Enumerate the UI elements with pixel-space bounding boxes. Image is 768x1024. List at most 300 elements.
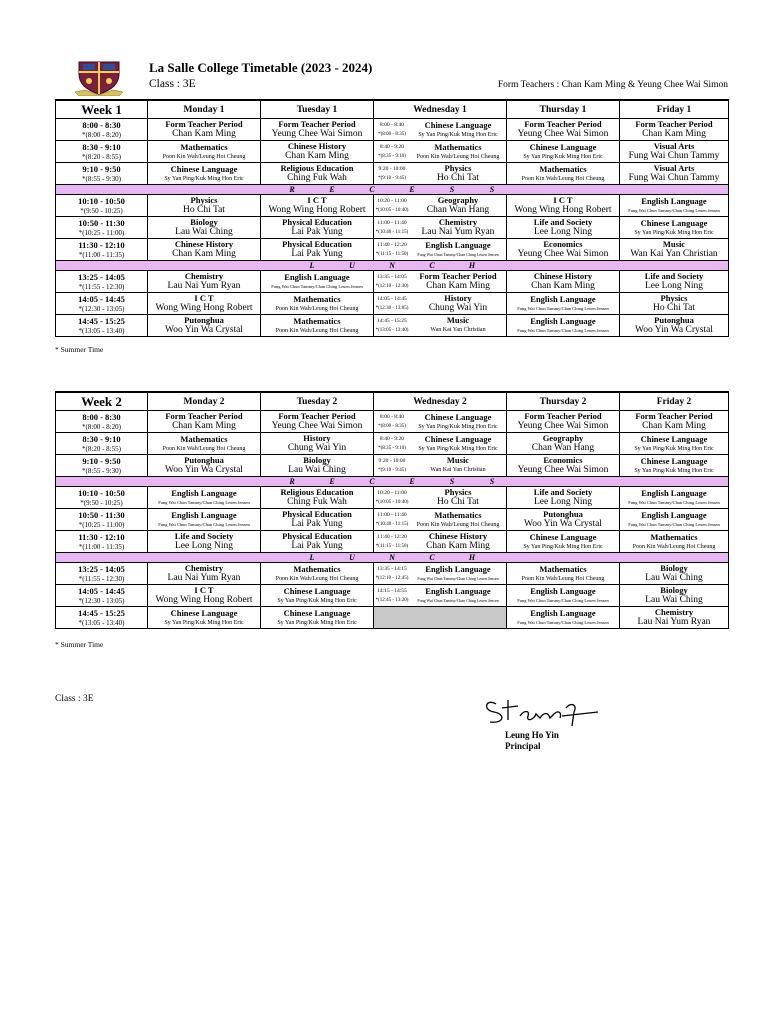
subject-name: English Language xyxy=(641,195,707,206)
recess-letter: S xyxy=(489,185,495,194)
day-header: Wednesday 2 xyxy=(374,392,507,411)
period-time-summer: *(12:30 - 13:05) xyxy=(78,596,125,605)
lesson-cell xyxy=(620,119,729,141)
subject-name: Life and Society xyxy=(533,217,593,227)
lesson-cell xyxy=(261,239,374,261)
wednesday-time-summer: *(12:30 - 13:05) xyxy=(375,305,409,311)
teacher-name: Sy Yan Ping/Kuk Ming Hon Eric xyxy=(418,131,498,138)
subject-name: English Language xyxy=(425,563,491,574)
lunch-letter: N xyxy=(389,553,395,562)
teacher-name: Chan Kam Ming xyxy=(426,541,490,551)
teacher-name: Sy Yan Ping/Kuk Ming Hon Eric xyxy=(277,597,357,604)
period-time xyxy=(56,585,148,607)
period-row xyxy=(56,433,729,455)
lesson-cell xyxy=(261,433,374,455)
teacher-name: Wan Kai Yan Christian xyxy=(430,467,486,473)
subject-name: Chinese Language xyxy=(640,455,708,466)
lesson-cell xyxy=(148,607,261,629)
period-time-summer: *(11:00 - 11:35) xyxy=(78,542,125,551)
wednesday-time-summer: *(13:05 - 13:40) xyxy=(375,327,409,333)
teacher-name: Wong Wing Hong Robert xyxy=(268,205,366,215)
class-label: Class : 3E xyxy=(149,78,196,90)
lesson-cell xyxy=(261,195,374,217)
period-row xyxy=(56,563,729,585)
teacher-name: Wong Wing Hong Robert xyxy=(155,595,253,605)
teacher-name: Chan Kam Ming xyxy=(531,281,595,291)
subject-name: English Language xyxy=(171,509,237,520)
lunch-letter: U xyxy=(349,261,355,270)
lesson-cell xyxy=(148,433,261,455)
lesson-cell xyxy=(374,487,507,509)
lesson-cell xyxy=(148,315,261,337)
lesson-cell xyxy=(261,531,374,553)
period-time-summer: *(11:55 - 12:30) xyxy=(78,282,125,291)
lesson-cell xyxy=(620,163,729,185)
class-label: Class : 3E xyxy=(55,694,94,704)
subject-name: Form Teacher Period xyxy=(278,411,356,421)
lesson-cell xyxy=(374,455,507,477)
teacher-name: Lau Nai Yum Ryan xyxy=(637,617,711,627)
teacher-name: Ching Fuk Wah xyxy=(287,497,347,507)
subject-name: Chinese History xyxy=(428,531,488,541)
period-row xyxy=(56,239,729,261)
wednesday-time-normal: 11:00 - 11:40 xyxy=(377,219,407,226)
wednesday-time-summer: *(12:45 - 13:20) xyxy=(375,597,409,603)
wednesday-time-normal: 10:20 - 11:00 xyxy=(377,489,407,496)
teacher-name: Lau Nai Yum Ryan xyxy=(167,573,241,583)
recess-letter: S xyxy=(489,477,495,486)
lesson-cell xyxy=(148,217,261,239)
teacher-name: Fung Wai Chun Tammy/Chan Ching Leuen Jensen xyxy=(517,327,609,333)
teacher-name: Poon Kin Wah/Leung Hoi Cheung xyxy=(521,575,605,582)
wednesday-time-normal: 14:45 - 15:25 xyxy=(377,317,407,324)
teacher-name: Chan Kam Ming xyxy=(172,421,236,431)
week1-timetable xyxy=(55,99,729,337)
period-row xyxy=(56,585,729,607)
period-time xyxy=(56,119,148,141)
lesson-cell xyxy=(507,585,620,607)
period-time-normal: 10:10 - 10:50 xyxy=(78,487,125,498)
lesson-cell xyxy=(507,217,620,239)
principal-title: Principal xyxy=(505,741,541,751)
lesson-cell xyxy=(374,531,507,553)
teacher-name: Yeung Chee Wai Simon xyxy=(271,129,363,139)
subject-name: Chinese Language xyxy=(640,217,708,228)
subject-name: Mathematics xyxy=(293,315,341,326)
wednesday-time xyxy=(374,565,410,583)
period-time-normal: 14:05 - 14:45 xyxy=(78,293,125,304)
subject-name: Visual Arts xyxy=(653,163,695,173)
wednesday-time-normal: 11:40 - 12:20 xyxy=(377,533,407,540)
lesson-cell xyxy=(507,563,620,585)
wednesday-time-normal: 14:15 - 14:55 xyxy=(377,587,407,594)
teacher-name: Sy Yan Ping/Kuk Ming Hon Eric xyxy=(634,229,714,236)
teacher-name: Woo Yin Wa Crystal xyxy=(524,519,602,529)
subject-name: Form Teacher Period xyxy=(278,119,356,129)
period-time-summer: *(8:00 - 8:20) xyxy=(82,422,121,431)
period-time-normal: 9:10 - 9:50 xyxy=(82,163,121,174)
teacher-name: Sy Yan Ping/Kuk Ming Hon Eric xyxy=(634,445,714,452)
day-header: Thursday 2 xyxy=(507,392,620,411)
teacher-name: Woo Yin Wa Crystal xyxy=(635,325,713,335)
wednesday-time-normal: 8:00 - 8:40 xyxy=(379,413,405,420)
subject-name: Putonghua xyxy=(654,315,694,325)
subject-name: English Language xyxy=(284,271,350,282)
period-row xyxy=(56,607,729,629)
subject-name: Geography xyxy=(542,433,584,443)
period-time-normal: 8:00 - 8:30 xyxy=(82,119,121,130)
wednesday-time-summer: *(8:35 - 9:10) xyxy=(378,153,406,159)
period-time xyxy=(56,293,148,315)
teacher-name: Ho Chi Tat xyxy=(437,173,479,183)
teacher-name: Chan Kam Ming xyxy=(172,129,236,139)
lesson-cell xyxy=(620,455,729,477)
wednesday-time-summer: *(12:10 - 12:45) xyxy=(375,575,409,581)
wednesday-time xyxy=(374,457,410,475)
lesson-cell xyxy=(620,509,729,531)
lesson-cell xyxy=(261,585,374,607)
subject-name: Economics xyxy=(543,239,583,249)
wednesday-time-normal: 8:00 - 8:40 xyxy=(379,121,405,128)
lesson-cell xyxy=(374,315,507,337)
period-time-normal: 14:45 - 15:25 xyxy=(78,315,125,326)
teacher-name: Yeung Chee Wai Simon xyxy=(517,249,609,259)
lesson-cell xyxy=(507,607,620,629)
lesson-cell xyxy=(148,455,261,477)
period-time-summer: *(8:55 - 9:30) xyxy=(82,174,121,183)
teacher-name: Lee Long Ning xyxy=(644,281,704,291)
wednesday-time xyxy=(374,295,410,313)
lesson-cell xyxy=(507,141,620,163)
principal-signature xyxy=(478,692,608,734)
lunch-band xyxy=(56,261,729,271)
subject-name: Music xyxy=(446,455,470,465)
period-time-normal: 8:30 - 9:10 xyxy=(82,141,121,152)
period-time xyxy=(56,563,148,585)
lesson-cell xyxy=(261,293,374,315)
wednesday-time xyxy=(374,219,410,237)
period-row xyxy=(56,163,729,185)
teacher-name: Ching Fuk Wah xyxy=(287,173,347,183)
week2-timetable xyxy=(55,391,729,629)
recess-letter: S xyxy=(449,477,455,486)
wednesday-time-summer: *(8:35 - 9:10) xyxy=(378,445,406,451)
subject-name: Mathematics xyxy=(293,563,341,574)
teacher-name: Fung Wai Chun Tammy/Chan Ching Leuen Jensen xyxy=(628,207,720,213)
subject-name: I C T xyxy=(194,293,214,303)
teacher-name: Sy Yan Ping/Kuk Ming Hon Eric xyxy=(523,153,603,160)
period-time xyxy=(56,531,148,553)
empty-lesson-cell xyxy=(374,607,507,629)
lesson-cell xyxy=(507,195,620,217)
subject-name: Mathematics xyxy=(539,563,587,574)
subject-name: Life and Society xyxy=(174,531,234,541)
lesson-cell xyxy=(374,585,507,607)
subject-name: Chinese History xyxy=(174,239,234,249)
recess-letter: S xyxy=(449,185,455,194)
subject-name: Biology xyxy=(303,455,331,465)
teacher-name: Lai Pak Yung xyxy=(291,519,343,529)
wednesday-time xyxy=(374,241,410,259)
wednesday-time xyxy=(374,489,410,507)
teacher-name: Lai Pak Yung xyxy=(291,541,343,551)
lesson-cell xyxy=(261,119,374,141)
lesson-cell xyxy=(620,487,729,509)
lesson-cell xyxy=(374,411,507,433)
period-time-summer: *(13:05 - 13:40) xyxy=(78,618,125,627)
subject-name: Music xyxy=(446,315,470,325)
lesson-cell xyxy=(148,293,261,315)
wednesday-time xyxy=(374,273,410,291)
lesson-cell xyxy=(374,271,507,293)
lesson-cell xyxy=(620,293,729,315)
subject-name: Geography xyxy=(437,195,479,205)
day-header: Tuesday 2 xyxy=(261,392,374,411)
teacher-name: Sy Yan Ping/Kuk Ming Hon Eric xyxy=(418,445,498,452)
teacher-name: Fung Wai Chun Tammy xyxy=(628,173,720,183)
lesson-cell xyxy=(620,563,729,585)
teacher-name: Ho Chi Tat xyxy=(183,205,225,215)
principal-name: Leung Ho Yin xyxy=(505,730,559,740)
lesson-cell xyxy=(261,563,374,585)
subject-name: Form Teacher Period xyxy=(635,119,713,129)
period-row xyxy=(56,509,729,531)
lesson-cell xyxy=(148,239,261,261)
wednesday-time-normal: 11:00 - 11:40 xyxy=(377,511,407,518)
period-time xyxy=(56,607,148,629)
subject-name: Form Teacher Period xyxy=(165,119,243,129)
lesson-cell xyxy=(620,271,729,293)
lesson-cell xyxy=(374,217,507,239)
teacher-name: Sy Yan Ping/Kuk Ming Hon Eric xyxy=(634,467,714,474)
subject-name: Mathematics xyxy=(180,141,228,152)
period-time-summer: *(13:05 - 13:40) xyxy=(78,326,125,335)
subject-name: English Language xyxy=(425,585,491,596)
teacher-name: Lau Nai Yum Ryan xyxy=(167,281,241,291)
teacher-name: Sy Yan Ping/Kuk Ming Hon Eric xyxy=(523,543,603,550)
wednesday-time-summer: *(9:10 - 9:45) xyxy=(378,175,406,181)
lesson-cell xyxy=(507,293,620,315)
period-row xyxy=(56,455,729,477)
lesson-cell xyxy=(507,509,620,531)
period-time-summer: *(11:55 - 12:30) xyxy=(78,574,125,583)
subject-name: Life and Society xyxy=(533,487,593,497)
subject-name: English Language xyxy=(530,585,596,596)
teacher-name: Sy Yan Ping/Kuk Ming Hon Eric xyxy=(164,175,244,182)
period-time xyxy=(56,487,148,509)
subject-name: English Language xyxy=(530,607,596,618)
teacher-name: Poon Kin Wah/Leung Hoi Cheung xyxy=(275,327,359,334)
subject-name: Form Teacher Period xyxy=(524,411,602,421)
teacher-name: Yeung Chee Wai Simon xyxy=(517,421,609,431)
subject-name: History xyxy=(303,433,331,443)
school-crest-icon xyxy=(75,56,123,96)
wednesday-time-summer: *(9:10 - 9:45) xyxy=(378,467,406,473)
subject-name: Mathematics xyxy=(180,433,228,444)
subject-name: Chinese History xyxy=(287,141,347,151)
teacher-name: Fung Wai Chun Tammy/Chan Ching Leuen Jensen xyxy=(271,283,363,289)
subject-name: Physics xyxy=(660,293,688,303)
period-time-summer: *(8:55 - 9:30) xyxy=(82,466,121,475)
lesson-cell xyxy=(374,293,507,315)
subject-name: Physical Education xyxy=(282,239,352,249)
lesson-cell xyxy=(148,411,261,433)
recess-letter: E xyxy=(409,477,415,486)
lesson-cell xyxy=(374,509,507,531)
recess-letter: C xyxy=(369,185,375,194)
teacher-name: Fung Wai Chun Tammy/Chan Ching Leuen Jensen xyxy=(517,619,609,625)
period-row xyxy=(56,271,729,293)
teacher-name: Fung Wai Chun Tammy/Chan Ching Leuen Jensen xyxy=(417,575,499,581)
teacher-name: Woo Yin Wa Crystal xyxy=(165,465,243,475)
teacher-name: Woo Yin Wa Crystal xyxy=(165,325,243,335)
recess-letter: E xyxy=(329,477,335,486)
teacher-name: Fung Wai Chun Tammy/Chan Ching Leuen Jensen xyxy=(158,499,250,505)
subject-name: I C T xyxy=(194,585,214,595)
wednesday-time-summer: *(8:00 - 8:35) xyxy=(378,423,406,429)
lesson-cell xyxy=(148,163,261,185)
page-title: La Salle College Timetable (2023 - 2024) xyxy=(149,60,373,75)
subject-name: Mathematics xyxy=(650,531,698,542)
subject-name: Chinese Language xyxy=(424,411,492,422)
period-row xyxy=(56,141,729,163)
lunch-letter: H xyxy=(468,261,476,270)
lesson-cell xyxy=(261,141,374,163)
subject-name: Chemistry xyxy=(654,607,694,617)
teacher-name: Poon Kin Wah/Leung Hoi Cheung xyxy=(275,575,359,582)
period-time-normal: 11:30 - 12:10 xyxy=(78,531,125,542)
lunch-band xyxy=(56,553,729,563)
teacher-name: Chan Kam Ming xyxy=(285,151,349,161)
teacher-name: Yeung Chee Wai Simon xyxy=(271,421,363,431)
day-header: Monday 2 xyxy=(148,392,261,411)
subject-name: English Language xyxy=(530,293,596,304)
wednesday-time xyxy=(374,435,410,453)
lesson-cell xyxy=(374,563,507,585)
wednesday-time-normal: 13:35 - 14:05 xyxy=(377,273,407,280)
teacher-name: Fung Wai Chun Tammy/Chan Ching Leuen Jensen xyxy=(417,597,499,603)
teacher-name: Poon Kin Wah/Leung Hoi Cheung xyxy=(632,543,716,550)
teacher-name: Chan Kam Ming xyxy=(172,249,236,259)
subject-name: Form Teacher Period xyxy=(524,119,602,129)
lesson-cell xyxy=(148,119,261,141)
lesson-cell xyxy=(507,315,620,337)
teacher-name: Ho Chi Tat xyxy=(437,497,479,507)
lesson-cell xyxy=(507,531,620,553)
recess-band xyxy=(56,185,729,195)
wednesday-time xyxy=(374,165,410,183)
lesson-cell xyxy=(148,563,261,585)
period-row xyxy=(56,531,729,553)
period-time-normal: 14:05 - 14:45 xyxy=(78,585,125,596)
period-time-normal: 8:30 - 9:10 xyxy=(82,433,121,444)
wednesday-time xyxy=(374,197,410,215)
subject-name: Putonghua xyxy=(543,509,583,519)
lesson-cell xyxy=(374,195,507,217)
lesson-cell xyxy=(148,271,261,293)
subject-name: Form Teacher Period xyxy=(635,411,713,421)
period-time-normal: 9:10 - 9:50 xyxy=(82,455,121,466)
subject-name: I C T xyxy=(553,195,573,205)
lesson-cell xyxy=(374,141,507,163)
teacher-name: Sy Yan Ping/Kuk Ming Hon Eric xyxy=(277,619,357,626)
subject-name: Putonghua xyxy=(184,315,224,325)
teacher-name: Fung Wai Chun Tammy/Chan Ching Leuen Jensen xyxy=(628,521,720,527)
teacher-name: Lau Wai Ching xyxy=(288,465,346,475)
lesson-cell xyxy=(507,239,620,261)
wednesday-time-summer: *(10:05 - 10:40) xyxy=(375,499,409,505)
lesson-cell xyxy=(374,239,507,261)
period-time-normal: 10:50 - 11:30 xyxy=(78,217,125,228)
period-row xyxy=(56,119,729,141)
teacher-name: Poon Kin Wah/Leung Hoi Cheung xyxy=(416,521,500,528)
subject-name: Religious Education xyxy=(280,487,354,497)
lesson-cell xyxy=(374,119,507,141)
lesson-cell xyxy=(620,607,729,629)
lesson-cell xyxy=(620,531,729,553)
subject-name: Mathematics xyxy=(293,293,341,304)
lesson-cell xyxy=(374,433,507,455)
lesson-cell xyxy=(507,455,620,477)
period-time xyxy=(56,239,148,261)
lunch-letter: C xyxy=(429,261,435,270)
wednesday-time-normal: 11:40 - 12:20 xyxy=(377,241,407,248)
teacher-name: Lau Nai Yum Ryan xyxy=(421,227,495,237)
subject-name: Biology xyxy=(660,563,688,573)
period-time xyxy=(56,271,148,293)
period-time-normal: 14:45 - 15:25 xyxy=(78,607,125,618)
wednesday-time-summer: *(11:15 - 11:50) xyxy=(375,543,409,549)
day-header: Tuesday 1 xyxy=(261,100,374,119)
lesson-cell xyxy=(374,163,507,185)
lesson-cell xyxy=(620,217,729,239)
subject-name: Mathematics xyxy=(434,141,482,152)
wednesday-time xyxy=(374,317,410,335)
lesson-cell xyxy=(148,509,261,531)
lesson-cell xyxy=(620,411,729,433)
lesson-cell xyxy=(620,433,729,455)
lesson-cell xyxy=(261,487,374,509)
recess-band xyxy=(56,477,729,487)
subject-name: Visual Arts xyxy=(653,141,695,151)
subject-name: English Language xyxy=(530,315,596,326)
wednesday-time xyxy=(374,587,410,605)
wednesday-time-summer: *(10:40 - 11:15) xyxy=(375,229,409,235)
period-row xyxy=(56,315,729,337)
period-time xyxy=(56,509,148,531)
wednesday-time xyxy=(374,121,410,139)
lunch-letter: H xyxy=(468,553,476,562)
subject-name: Chemistry xyxy=(184,563,224,573)
subject-name: Chemistry xyxy=(438,217,478,227)
page-header xyxy=(55,56,728,96)
wednesday-time-normal: 8:40 - 9:20 xyxy=(379,435,405,442)
period-time-summer: *(8:00 - 8:20) xyxy=(82,130,121,139)
subject-name: Physics xyxy=(444,487,472,497)
lesson-cell xyxy=(261,271,374,293)
lesson-cell xyxy=(620,195,729,217)
teacher-name: Lau Wai Ching xyxy=(645,573,703,583)
teacher-name: Wong Wing Hong Robert xyxy=(155,303,253,313)
wednesday-time-normal: 9:20 - 10:00 xyxy=(378,165,406,172)
teacher-name: Fung Wai Chun Tammy/Chan Ching Leuen Jensen xyxy=(417,251,499,257)
teacher-name: Fung Wai Chun Tammy/Chan Ching Leuen Jensen xyxy=(158,521,250,527)
subject-name: Physical Education xyxy=(282,531,352,541)
teacher-name: Wan Kai Yan Christian xyxy=(630,249,718,259)
recess-letter: C xyxy=(369,477,375,486)
period-time-normal: 11:30 - 12:10 xyxy=(78,239,125,250)
teacher-name: Fung Wai Chun Tammy/Chan Ching Leuen Jensen xyxy=(517,305,609,311)
